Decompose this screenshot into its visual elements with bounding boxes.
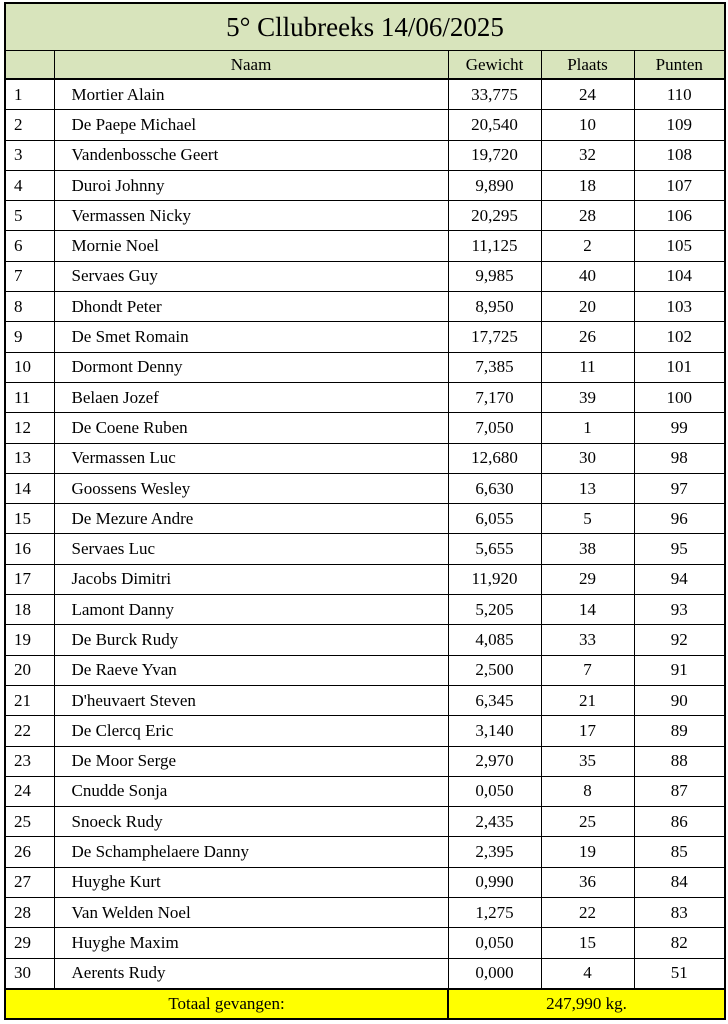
place-cell: 5 xyxy=(541,504,634,534)
rank-cell: 7 xyxy=(5,261,54,291)
name-cell: Van Welden Noel xyxy=(54,898,448,928)
weight-cell: 2,970 xyxy=(448,746,541,776)
points-cell: 99 xyxy=(634,413,725,443)
name-cell: De Raeve Yvan xyxy=(54,655,448,685)
total-label: Totaal gevangen: xyxy=(5,989,448,1019)
table-row xyxy=(5,928,725,958)
points-cell: 96 xyxy=(634,504,725,534)
points-cell: 94 xyxy=(634,564,725,594)
points-cell: 51 xyxy=(634,958,725,989)
name-cell: Vermassen Luc xyxy=(54,443,448,473)
weight-cell: 2,435 xyxy=(448,807,541,837)
rank-cell: 25 xyxy=(5,807,54,837)
name-cell: D'heuvaert Steven xyxy=(54,685,448,715)
column-header-name: Naam xyxy=(54,51,448,80)
name-cell: Goossens Wesley xyxy=(54,473,448,503)
rank-cell: 13 xyxy=(5,443,54,473)
rank-cell: 18 xyxy=(5,595,54,625)
weight-cell: 2,500 xyxy=(448,655,541,685)
table-row xyxy=(5,776,725,806)
weight-cell: 11,920 xyxy=(448,564,541,594)
rank-cell: 30 xyxy=(5,958,54,989)
weight-cell: 7,170 xyxy=(448,382,541,412)
table-row xyxy=(5,867,725,897)
place-cell: 14 xyxy=(541,595,634,625)
table-row xyxy=(5,534,725,564)
place-cell: 4 xyxy=(541,958,634,989)
table-row xyxy=(5,322,725,352)
weight-cell: 4,085 xyxy=(448,625,541,655)
results-sheet xyxy=(4,2,724,1020)
rank-cell: 23 xyxy=(5,746,54,776)
weight-cell: 0,050 xyxy=(448,776,541,806)
rank-cell: 26 xyxy=(5,837,54,867)
table-row xyxy=(5,170,725,200)
results-table xyxy=(4,2,726,1020)
table-row xyxy=(5,595,725,625)
rank-cell: 2 xyxy=(5,110,54,140)
points-cell: 86 xyxy=(634,807,725,837)
name-cell: De Burck Rudy xyxy=(54,625,448,655)
weight-cell: 19,720 xyxy=(448,140,541,170)
place-cell: 36 xyxy=(541,867,634,897)
points-cell: 103 xyxy=(634,292,725,322)
table-row xyxy=(5,110,725,140)
place-cell: 20 xyxy=(541,292,634,322)
place-cell: 24 xyxy=(541,79,634,110)
total-value: 247,990 kg. xyxy=(448,989,725,1019)
name-cell: Servaes Luc xyxy=(54,534,448,564)
rank-cell: 29 xyxy=(5,928,54,958)
table-row xyxy=(5,231,725,261)
rank-cell: 21 xyxy=(5,685,54,715)
weight-cell: 11,125 xyxy=(448,231,541,261)
name-cell: De Schamphelaere Danny xyxy=(54,837,448,867)
place-cell: 29 xyxy=(541,564,634,594)
points-cell: 83 xyxy=(634,898,725,928)
name-cell: Huyghe Maxim xyxy=(54,928,448,958)
rank-cell: 1 xyxy=(5,79,54,110)
column-header-rank xyxy=(5,51,54,80)
place-cell: 28 xyxy=(541,201,634,231)
points-cell: 84 xyxy=(634,867,725,897)
name-cell: Mortier Alain xyxy=(54,79,448,110)
name-cell: Lamont Danny xyxy=(54,595,448,625)
table-row xyxy=(5,473,725,503)
name-cell: Vermassen Nicky xyxy=(54,201,448,231)
name-cell: Dhondt Peter xyxy=(54,292,448,322)
weight-cell: 5,655 xyxy=(448,534,541,564)
name-cell: Cnudde Sonja xyxy=(54,776,448,806)
place-cell: 7 xyxy=(541,655,634,685)
points-cell: 106 xyxy=(634,201,725,231)
name-cell: De Clercq Eric xyxy=(54,716,448,746)
place-cell: 40 xyxy=(541,261,634,291)
points-cell: 109 xyxy=(634,110,725,140)
table-row xyxy=(5,261,725,291)
points-cell: 110 xyxy=(634,79,725,110)
name-cell: Dormont Denny xyxy=(54,352,448,382)
place-cell: 38 xyxy=(541,534,634,564)
place-cell: 30 xyxy=(541,443,634,473)
total-row xyxy=(5,989,725,1019)
table-row xyxy=(5,413,725,443)
points-cell: 105 xyxy=(634,231,725,261)
weight-cell: 9,890 xyxy=(448,170,541,200)
place-cell: 18 xyxy=(541,170,634,200)
place-cell: 17 xyxy=(541,716,634,746)
name-cell: Huyghe Kurt xyxy=(54,867,448,897)
points-cell: 88 xyxy=(634,746,725,776)
table-row xyxy=(5,292,725,322)
points-cell: 107 xyxy=(634,170,725,200)
points-cell: 92 xyxy=(634,625,725,655)
page-title: 5° Cllubreeks 14/06/2025 xyxy=(5,3,725,51)
weight-cell: 1,275 xyxy=(448,898,541,928)
table-body xyxy=(5,79,725,989)
points-cell: 104 xyxy=(634,261,725,291)
weight-cell: 6,055 xyxy=(448,504,541,534)
rank-cell: 15 xyxy=(5,504,54,534)
weight-cell: 0,050 xyxy=(448,928,541,958)
rank-cell: 8 xyxy=(5,292,54,322)
rank-cell: 14 xyxy=(5,473,54,503)
name-cell: Jacobs Dimitri xyxy=(54,564,448,594)
table-row xyxy=(5,685,725,715)
place-cell: 33 xyxy=(541,625,634,655)
points-cell: 89 xyxy=(634,716,725,746)
place-cell: 32 xyxy=(541,140,634,170)
place-cell: 26 xyxy=(541,322,634,352)
table-row xyxy=(5,564,725,594)
rank-cell: 11 xyxy=(5,382,54,412)
name-cell: De Coene Ruben xyxy=(54,413,448,443)
rank-cell: 20 xyxy=(5,655,54,685)
weight-cell: 3,140 xyxy=(448,716,541,746)
weight-cell: 20,295 xyxy=(448,201,541,231)
weight-cell: 5,205 xyxy=(448,595,541,625)
rank-cell: 12 xyxy=(5,413,54,443)
table-row xyxy=(5,504,725,534)
weight-cell: 8,950 xyxy=(448,292,541,322)
table-row xyxy=(5,79,725,110)
table-row xyxy=(5,746,725,776)
points-cell: 82 xyxy=(634,928,725,958)
table-row xyxy=(5,201,725,231)
weight-cell: 6,345 xyxy=(448,685,541,715)
name-cell: De Mezure Andre xyxy=(54,504,448,534)
points-cell: 90 xyxy=(634,685,725,715)
points-cell: 108 xyxy=(634,140,725,170)
table-row xyxy=(5,625,725,655)
name-cell: Snoeck Rudy xyxy=(54,807,448,837)
table-row xyxy=(5,655,725,685)
weight-cell: 17,725 xyxy=(448,322,541,352)
table-row xyxy=(5,837,725,867)
place-cell: 39 xyxy=(541,382,634,412)
table-row xyxy=(5,443,725,473)
table-row xyxy=(5,716,725,746)
place-cell: 8 xyxy=(541,776,634,806)
rank-cell: 24 xyxy=(5,776,54,806)
rank-cell: 9 xyxy=(5,322,54,352)
place-cell: 35 xyxy=(541,746,634,776)
weight-cell: 33,775 xyxy=(448,79,541,110)
rank-cell: 4 xyxy=(5,170,54,200)
name-cell: Duroi Johnny xyxy=(54,170,448,200)
column-header-weight: Gewicht xyxy=(448,51,541,80)
points-cell: 102 xyxy=(634,322,725,352)
column-header-place: Plaats xyxy=(541,51,634,80)
points-cell: 85 xyxy=(634,837,725,867)
table-row xyxy=(5,140,725,170)
points-cell: 100 xyxy=(634,382,725,412)
weight-cell: 2,395 xyxy=(448,837,541,867)
name-cell: Mornie Noel xyxy=(54,231,448,261)
place-cell: 10 xyxy=(541,110,634,140)
table-row xyxy=(5,898,725,928)
name-cell: Servaes Guy xyxy=(54,261,448,291)
weight-cell: 9,985 xyxy=(448,261,541,291)
table-row xyxy=(5,382,725,412)
rank-cell: 17 xyxy=(5,564,54,594)
place-cell: 11 xyxy=(541,352,634,382)
place-cell: 15 xyxy=(541,928,634,958)
weight-cell: 0,990 xyxy=(448,867,541,897)
name-cell: De Paepe Michael xyxy=(54,110,448,140)
rank-cell: 27 xyxy=(5,867,54,897)
weight-cell: 7,385 xyxy=(448,352,541,382)
name-cell: Aerents Rudy xyxy=(54,958,448,989)
rank-cell: 5 xyxy=(5,201,54,231)
points-cell: 101 xyxy=(634,352,725,382)
rank-cell: 10 xyxy=(5,352,54,382)
weight-cell: 6,630 xyxy=(448,473,541,503)
place-cell: 21 xyxy=(541,685,634,715)
name-cell: Belaen Jozef xyxy=(54,382,448,412)
rank-cell: 6 xyxy=(5,231,54,261)
table-row xyxy=(5,958,725,989)
place-cell: 19 xyxy=(541,837,634,867)
table-row xyxy=(5,352,725,382)
points-cell: 98 xyxy=(634,443,725,473)
name-cell: De Smet Romain xyxy=(54,322,448,352)
points-cell: 97 xyxy=(634,473,725,503)
points-cell: 87 xyxy=(634,776,725,806)
rank-cell: 19 xyxy=(5,625,54,655)
place-cell: 1 xyxy=(541,413,634,443)
weight-cell: 7,050 xyxy=(448,413,541,443)
place-cell: 25 xyxy=(541,807,634,837)
column-header-points: Punten xyxy=(634,51,725,80)
place-cell: 22 xyxy=(541,898,634,928)
points-cell: 95 xyxy=(634,534,725,564)
rank-cell: 22 xyxy=(5,716,54,746)
points-cell: 91 xyxy=(634,655,725,685)
points-cell: 93 xyxy=(634,595,725,625)
weight-cell: 20,540 xyxy=(448,110,541,140)
place-cell: 13 xyxy=(541,473,634,503)
rank-cell: 28 xyxy=(5,898,54,928)
weight-cell: 0,000 xyxy=(448,958,541,989)
rank-cell: 3 xyxy=(5,140,54,170)
place-cell: 2 xyxy=(541,231,634,261)
name-cell: De Moor Serge xyxy=(54,746,448,776)
rank-cell: 16 xyxy=(5,534,54,564)
name-cell: Vandenbossche Geert xyxy=(54,140,448,170)
table-header-row xyxy=(5,51,725,80)
weight-cell: 12,680 xyxy=(448,443,541,473)
table-row xyxy=(5,807,725,837)
